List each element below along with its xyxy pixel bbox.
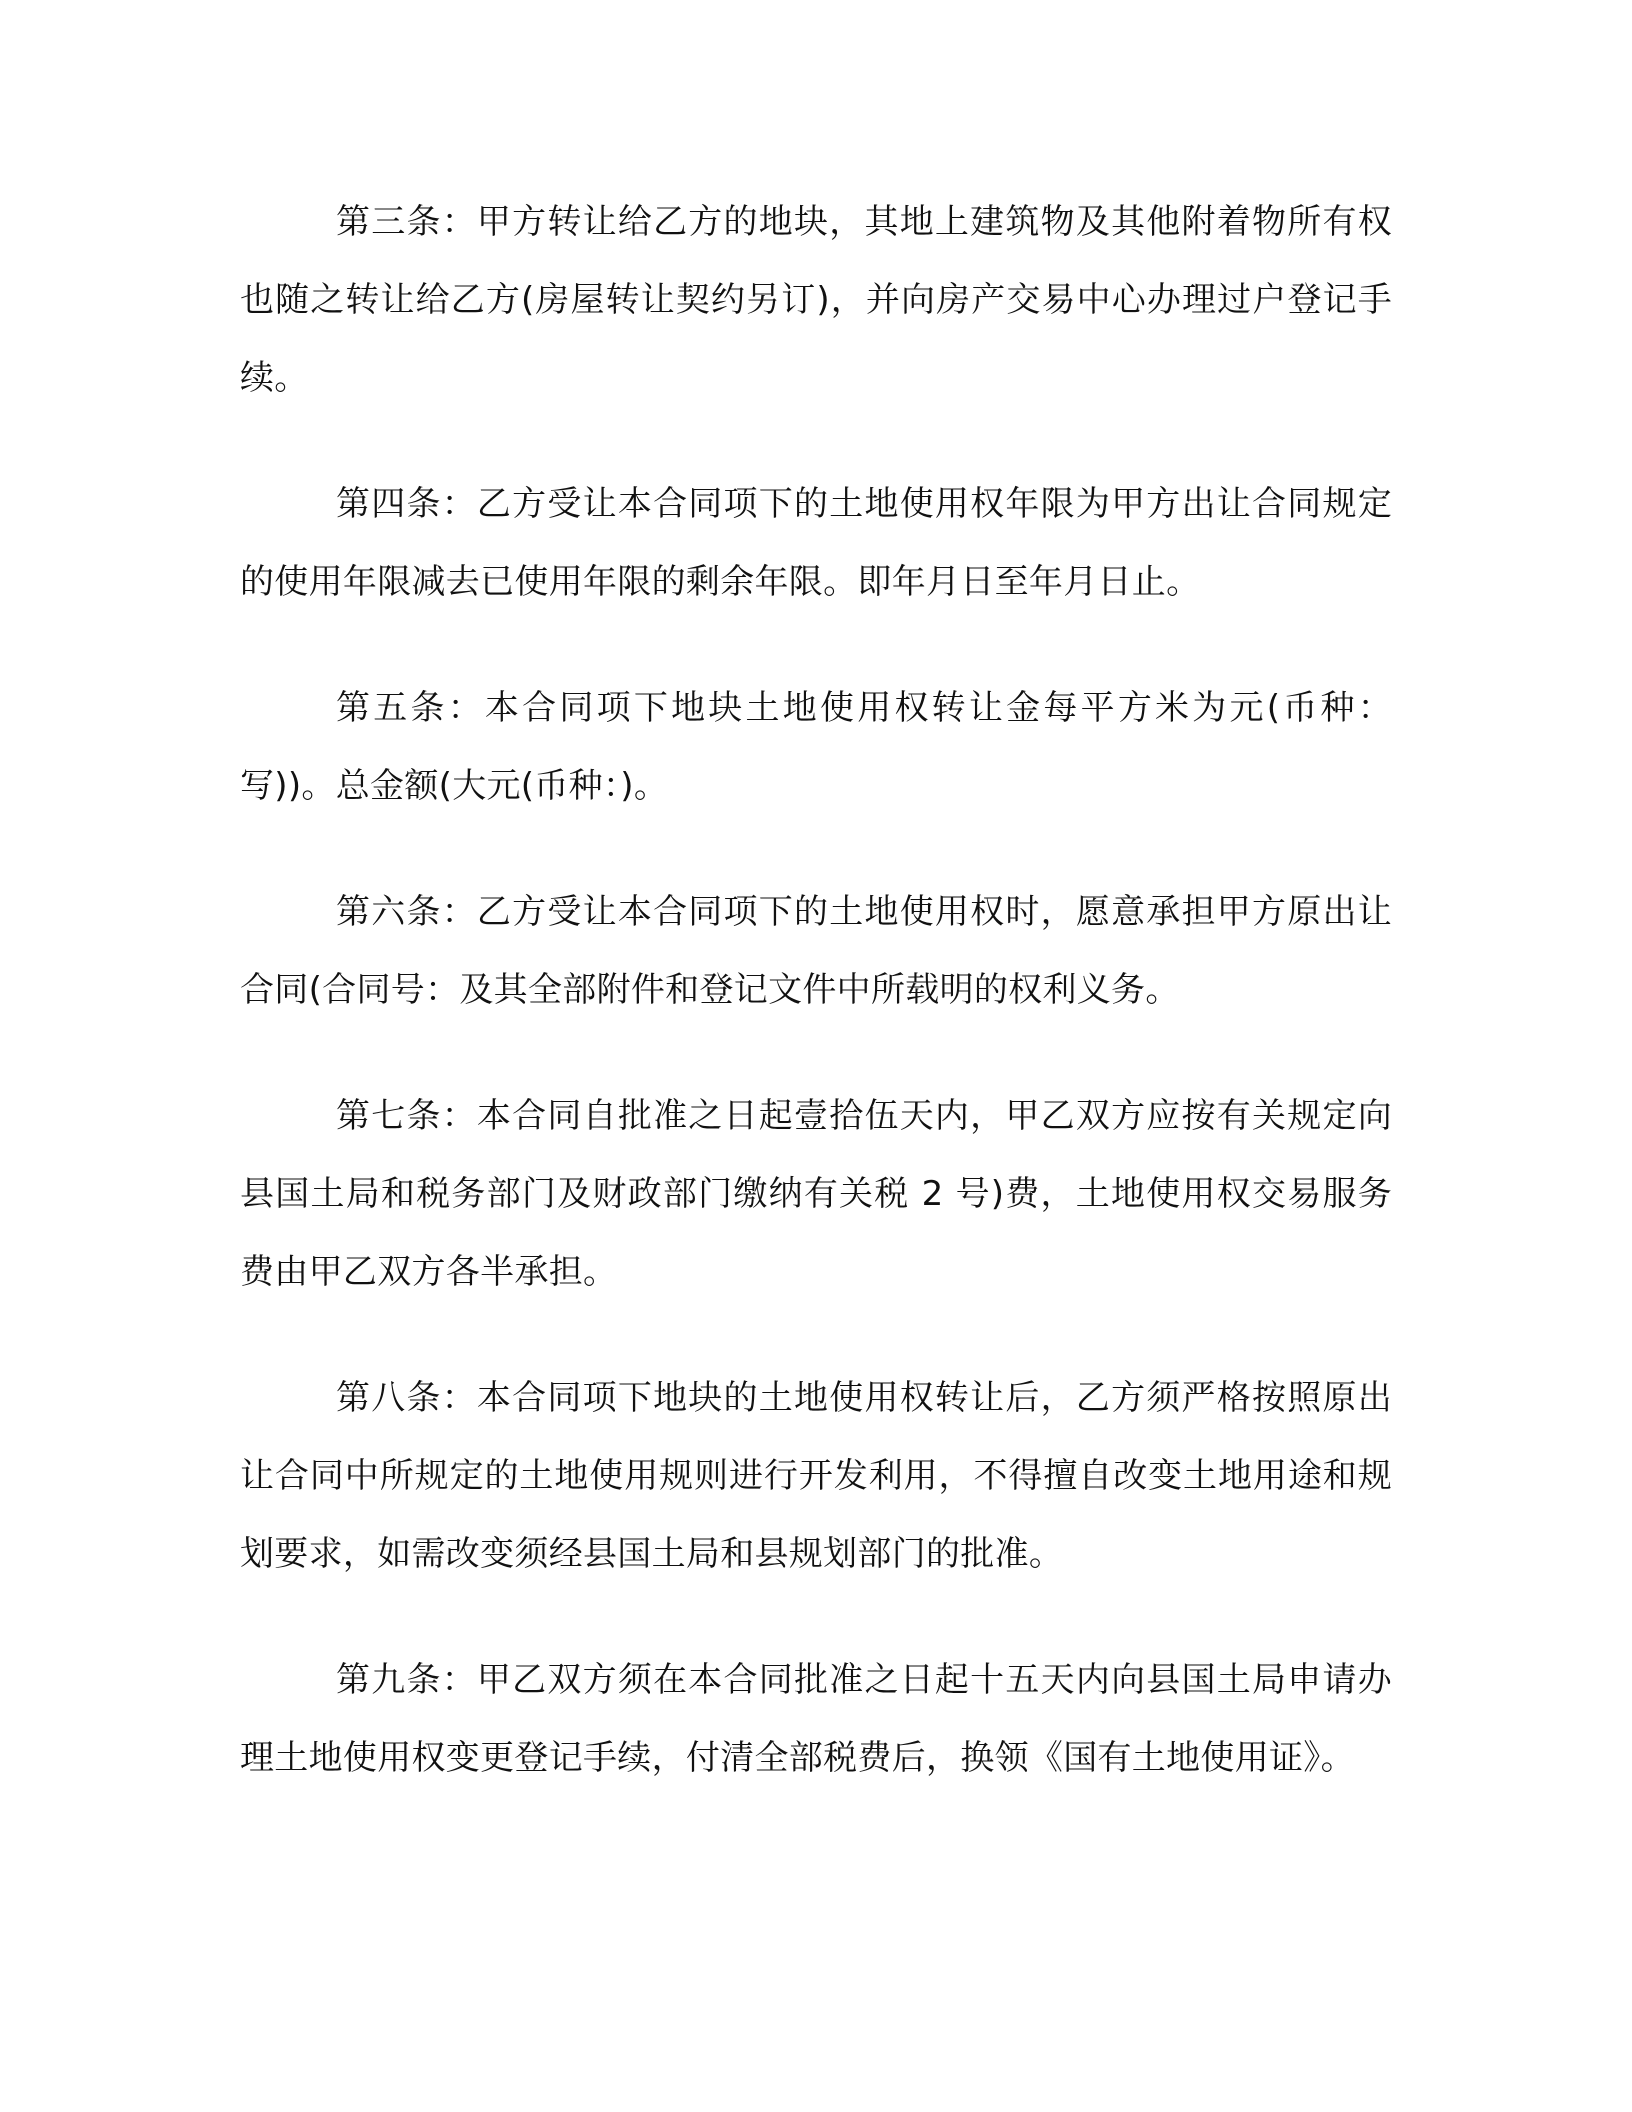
article-8: 第八条：本合同项下地块的土地使用权转让后，乙方须严格按照原出让合同中所规定的土地使用规则进行开发利用，不得擅自改变土地用途和规划要求，如需改变须经县国土局和县规划部门的批准。	[240, 1378, 1392, 1574]
article-7: 第七条：本合同自批准之日起壹拾伍天内，甲乙双方应按有关规定向县国土局和税务部门及财政部门缴纳有关税 2 号)费，土地使用权交易服务费由甲乙双方各半承担。	[240, 1096, 1392, 1292]
contract-body	[240, 183, 1392, 1797]
article-9: 第九条：甲乙双方须在本合同批准之日起十五天内向县国土局申请办理土地使用权变更登记手续，付清全部税费后，换领《国有土地使用证》。	[240, 1660, 1392, 1778]
article-3: 第三条：甲方转让给乙方的地块，其地上建筑物及其他附着物所有权也随之转让给乙方(房屋转让契约另订)，并向房产交易中心办理过户登记手续。	[240, 202, 1392, 398]
article-6: 第六条：乙方受让本合同项下的土地使用权时，愿意承担甲方原出让合同(合同号：及其全部附件和登记文件中所载明的权利义务。	[240, 892, 1392, 1010]
article-5: 第五条：本合同项下地块土地使用权转让金每平方米为元(币种：写))。总金额(大元(币种：)。	[240, 688, 1392, 806]
article-4: 第四条：乙方受让本合同项下的土地使用权年限为甲方出让合同规定的使用年限减去已使用年限的剩余年限。即年月日至年月日止。	[240, 484, 1392, 602]
